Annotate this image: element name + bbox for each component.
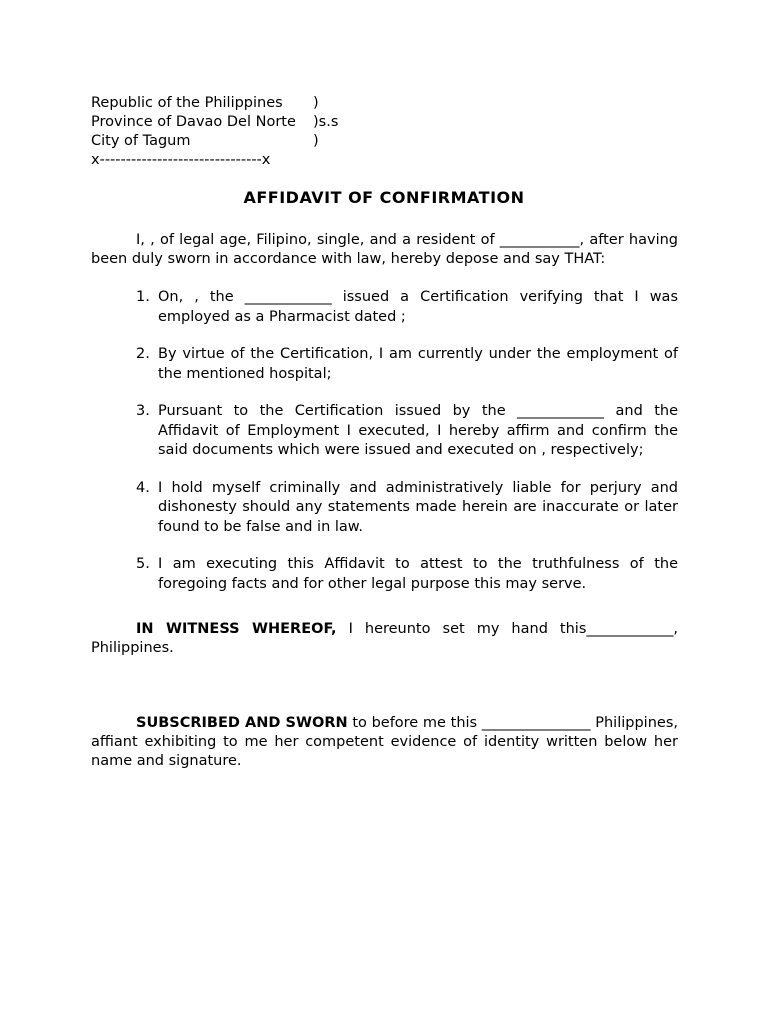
item-number: 2.	[136, 346, 150, 362]
item-text: I hold myself criminally and administratively liable for perjury and dishonesty should any statements made herein are inaccurate or later found to be false and in law.	[158, 479, 678, 535]
list-item	[91, 288, 678, 327]
witness-paragraph	[91, 620, 678, 658]
item-text: By virtue of the Certification, I am currently under the employment of the mentioned hospital;	[158, 346, 678, 382]
subscribed-text: to before me this _______________ Philippines, affiant exhibiting to me her competent evidence of identity written below her name and signature.	[91, 715, 678, 769]
witness-heading: IN WITNESS WHEREOF,	[136, 621, 337, 637]
venue-mark: )	[313, 95, 319, 111]
list-item	[91, 479, 678, 538]
venue-block	[91, 94, 338, 170]
item-text: Pursuant to the Certification issued by the ____________ and the Affidavit of Employment I executed, I hereby affirm and confirm the said documents which were issued and executed on , respectively;	[158, 403, 678, 458]
venue-label: City of Tagum	[91, 133, 191, 149]
item-number: 5.	[136, 556, 150, 572]
venue-mark: )s.s	[313, 114, 339, 130]
item-number: 3.	[136, 403, 150, 419]
subscribed-heading: SUBSCRIBED AND SWORN	[136, 715, 348, 731]
witness-text: I hereunto set my hand this____________, Philippines.	[91, 621, 679, 656]
venue-label: Province of Davao Del Norte	[91, 114, 296, 130]
venue-label: Republic of the Philippines	[91, 95, 283, 111]
item-text: I am executing this Affidavit to attest to the truthfulness of the foregoing facts and for other legal purpose this may serve.	[158, 556, 678, 592]
venue-line	[91, 132, 338, 151]
venue-separator: x-------------------------------x	[91, 152, 271, 168]
list-item	[91, 345, 678, 384]
list-item	[91, 402, 678, 461]
intro-paragraph: I, , of legal age, Filipino, single, and a resident of ___________, after having been duly sworn in accordance with law, hereby depose and say THAT:	[91, 232, 678, 267]
item-number: 4.	[136, 479, 150, 496]
venue-mark: )	[313, 133, 319, 149]
document-title: AFFIDAVIT OF CONFIRMATION	[243, 188, 525, 207]
item-number: 1.	[136, 289, 150, 305]
venue-line	[91, 94, 338, 113]
list-item	[91, 555, 678, 594]
item-text: On, , the ____________ issued a Certification verifying that I was employed as a Pharmacist dated ;	[158, 289, 678, 325]
subscribed-paragraph	[91, 714, 678, 771]
statement-list	[91, 288, 678, 594]
venue-line	[91, 113, 338, 132]
